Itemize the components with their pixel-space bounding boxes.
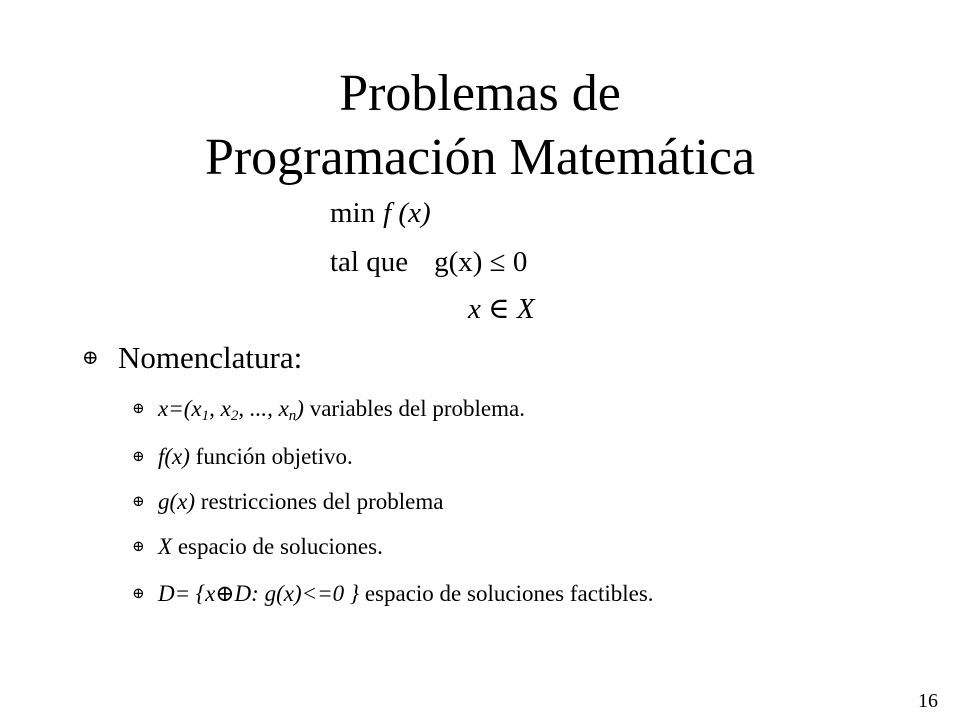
objective-function: f (x): [383, 197, 431, 229]
list-item: [132, 443, 353, 471]
slide-title: [0, 62, 960, 190]
item-text: variables del problema.: [303, 396, 525, 421]
list-item: [132, 395, 525, 423]
constraint-expression: g(x) ≤ 0: [434, 246, 528, 278]
bullet-icon: ⊕: [132, 586, 145, 602]
bullet-icon: ⊕: [132, 539, 145, 555]
list-item: [132, 533, 383, 561]
item-text: restricciones del problema: [195, 489, 444, 514]
nomenclature-heading: [82, 340, 302, 376]
bullet-icon: ⊕: [132, 494, 145, 510]
objective-formula: [330, 196, 431, 230]
item-text: espacio de soluciones.: [172, 534, 383, 559]
item-math: D= {x⊕D: g(x)<=0 }: [158, 581, 360, 606]
bullet-icon: ⊕: [132, 401, 145, 417]
title-line-2: Programación Matemática: [204, 129, 756, 186]
bullet-icon: ⊕: [132, 449, 145, 465]
nomenclature-heading-text: Nomenclatura:: [118, 340, 303, 375]
item-math: X: [158, 534, 173, 559]
item-text: función objetivo.: [189, 444, 353, 469]
title-line-1: Problemas de: [339, 65, 621, 122]
constraint-label: tal que: [330, 246, 409, 278]
list-item: [132, 488, 443, 516]
page-number: 16: [918, 690, 938, 712]
domain-formula: x ∈ X: [468, 293, 535, 325]
bullet-icon: ⊕: [82, 347, 99, 369]
item-math: g(x): [158, 489, 196, 514]
min-label: min: [330, 197, 376, 229]
item-math: f(x): [158, 444, 190, 469]
constraint-formula: [330, 245, 527, 279]
list-item: [132, 580, 654, 608]
item-math: $x=(x_1$, $x_2$, ..., $x_n$): [158, 396, 304, 424]
item-text: espacio de soluciones factibles.: [359, 581, 654, 606]
